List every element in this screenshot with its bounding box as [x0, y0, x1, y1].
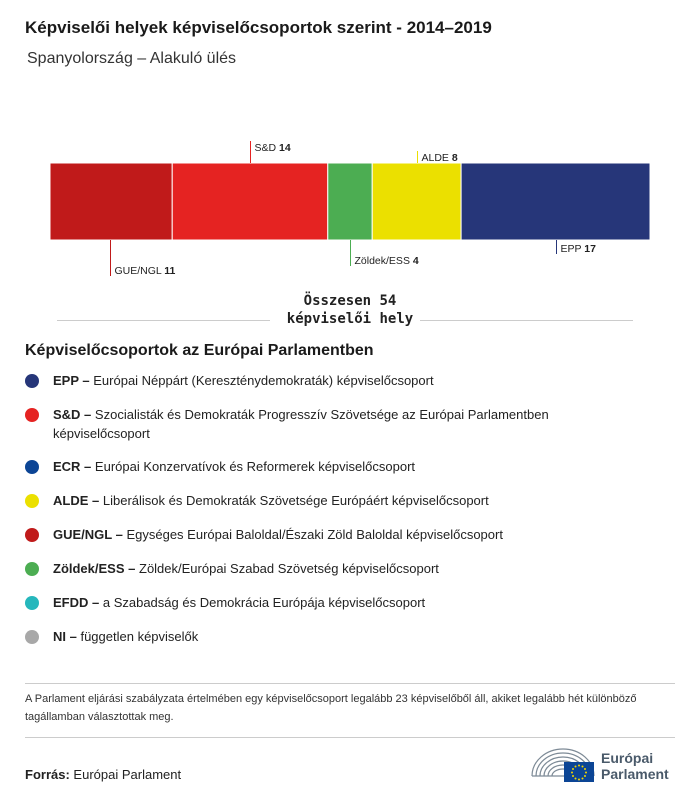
total-rule-left [57, 320, 270, 321]
legend-heading: Képviselőcsoportok az Európai Parlamentben [25, 342, 374, 359]
legend-abbr: S&D – [53, 407, 92, 422]
legend-abbr: ALDE – [53, 493, 100, 508]
source-line [25, 767, 181, 782]
legend-abbr: GUE/NGL – [53, 527, 123, 542]
bar-segment-epp [461, 163, 650, 240]
chart-title: Képviselői helyek képviselőcsoportok szerint - 2014–2019 [25, 18, 492, 37]
legend-item-ecr [25, 457, 585, 476]
logo-line-2: Parlament [601, 766, 669, 782]
divider [25, 683, 675, 684]
legend-dot-sd [25, 408, 39, 422]
logo-line-1: Európai [601, 750, 654, 766]
legend-item-epp [25, 371, 585, 390]
legend-desc: független képviselők [80, 629, 199, 644]
legend-item-sd [25, 405, 585, 443]
legend-abbr: Zöldek/ESS – [53, 561, 136, 576]
legend-desc: Szocialisták és Demokraták Progresszív Szövetsége az Európai Parlamentben képviselőcsoport [53, 407, 549, 441]
seat-bar-chart [0, 0, 700, 290]
total-rule-right [420, 320, 633, 321]
legend-desc: Európai Néppárt (Kereszténydemokraták) képviselőcsoport [93, 373, 434, 388]
bar-segment-gue-ngl [50, 163, 172, 240]
legend-abbr: EFDD – [53, 595, 100, 610]
data-label-gue-ngl: GUE/NGL 11 [114, 265, 176, 277]
legend-abbr: ECR – [53, 459, 92, 474]
total-seats-label: Összesen 54 képviselői hely [286, 293, 414, 327]
legend-desc: Zöldek/Európai Szabad Szövetség képviselőcsoport [139, 561, 439, 576]
data-label-zoldek-ess: Zöldek/ESS 4 [354, 255, 419, 267]
legend-dot-ecr [25, 460, 39, 474]
legend-desc: Egységes Európai Baloldal/Északi Zöld Baloldal képviselőcsoport [126, 527, 503, 542]
legend-dot-gue-ngl [25, 528, 39, 542]
bar-segment-sd [172, 163, 328, 240]
legend-desc: Liberálisok és Demokraták Szövetsége Európáért képviselőcsoport [102, 493, 489, 508]
legend-dot-zoldek-ess [25, 562, 39, 576]
legend-desc: a Szabadság és Demokrácia Európája képviselőcsoport [102, 595, 426, 610]
data-label-sd: S&D 14 [254, 142, 291, 154]
legend-item-alde [25, 491, 585, 510]
chart-subtitle: Spanyolország – Alakuló ülés [27, 50, 237, 67]
legend-item-zoldek-ess [25, 559, 585, 578]
legend-abbr: EPP – [53, 373, 90, 388]
legend-item-efdd [25, 593, 585, 612]
data-label-epp: EPP 17 [560, 243, 596, 255]
data-label-alde: ALDE 8 [421, 152, 458, 164]
legend-abbr: NI – [53, 629, 77, 644]
legend-dot-ni [25, 630, 39, 644]
legend-item-ni [25, 627, 585, 646]
european-parliament-hemicycle-icon [530, 746, 596, 784]
legend-dot-alde [25, 494, 39, 508]
legend-dot-efdd [25, 596, 39, 610]
source-label: Forrás: [25, 767, 70, 782]
legend-dot-epp [25, 374, 39, 388]
legend-item-gue-ngl [25, 525, 585, 544]
divider [25, 737, 675, 738]
bar-segment-zoldek-ess [328, 163, 372, 240]
footnote: A Parlament eljárási szabályzata értelmében egy képviselőcsoport legalább 23 képviselőből áll, akiket legalább hét különböző tagállamban választottak meg. [25, 693, 637, 723]
european-parliament-logo [601, 750, 669, 782]
bar-segment-alde [372, 163, 461, 240]
legend-desc: Európai Konzervatívok és Reformerek képviselőcsoport [94, 459, 416, 474]
source-value: Európai Parlament [73, 767, 182, 782]
